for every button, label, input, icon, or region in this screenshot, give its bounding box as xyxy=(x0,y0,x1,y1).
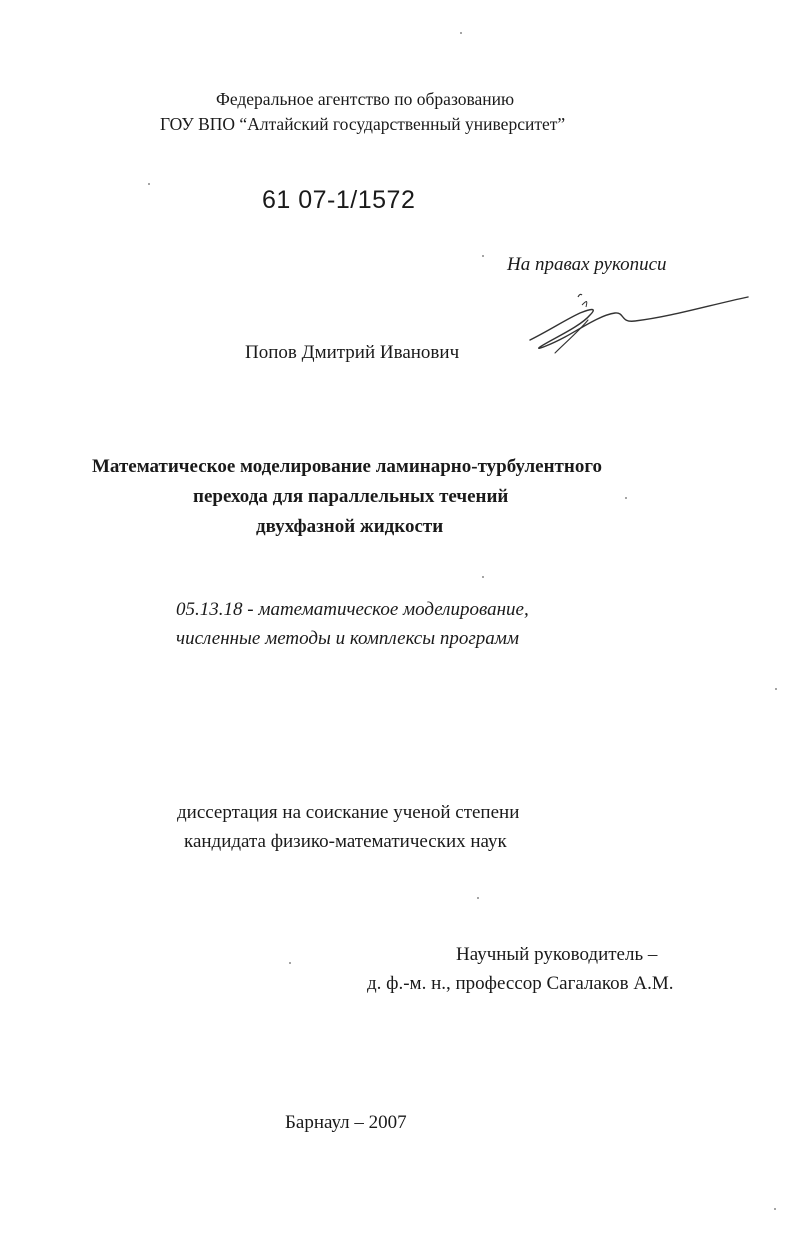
title-line-2: перехода для параллельных течений xyxy=(193,486,509,507)
supervisor-label: Научный руководитель – xyxy=(456,944,658,965)
degree-line-1: диссертация на соискание ученой степени xyxy=(177,802,520,823)
scan-speck xyxy=(482,576,484,578)
scan-speck xyxy=(775,688,777,690)
scan-speck xyxy=(482,255,484,257)
reference-number: 61 07-1/1572 xyxy=(262,186,416,214)
author-name: Попов Дмитрий Иванович xyxy=(245,342,460,363)
supervisor-name: д. ф.-м. н., профессор Сагалаков А.М. xyxy=(367,973,674,994)
scan-speck xyxy=(460,32,462,34)
specialty-line-1: 05.13.18 - математическое моделирование, xyxy=(176,599,529,620)
signature-image xyxy=(520,285,760,365)
title-line-3: двухфазной жидкости xyxy=(256,516,444,537)
degree-line-2: кандидата физико-математических наук xyxy=(184,831,507,852)
place-year: Барнаул – 2007 xyxy=(285,1112,407,1133)
manuscript-rights: На правах рукописи xyxy=(507,254,667,275)
scan-speck xyxy=(148,183,150,185)
university-name: ГОУ ВПО “Алтайский государственный университет” xyxy=(160,114,566,134)
scan-speck xyxy=(289,962,291,964)
scan-speck xyxy=(477,897,479,899)
scan-speck xyxy=(774,1208,776,1210)
agency-name: Федеральное агентство по образованию xyxy=(216,89,515,109)
scan-speck xyxy=(625,497,627,499)
specialty-line-2: численные методы и комплексы программ xyxy=(176,628,519,649)
title-line-1: Математическое моделирование ламинарно-турбулентного xyxy=(92,456,602,477)
